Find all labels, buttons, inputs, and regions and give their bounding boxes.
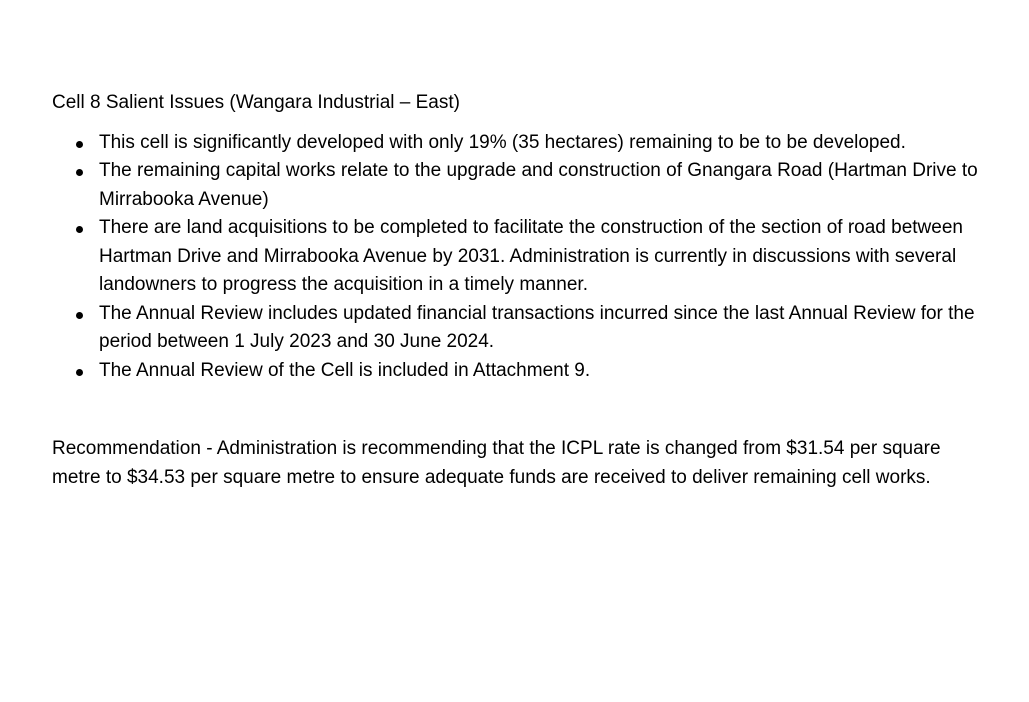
list-item — [52, 300, 982, 357]
bullet-icon — [76, 226, 83, 233]
document-page — [52, 89, 982, 492]
list-item-text: The Annual Review of the Cell is included in Attachment 9. — [99, 359, 591, 381]
list-item-text: The Annual Review includes updated financial transactions incurred since the last Annual Review for the period between 1 July 2023 and 30 June 2024. — [99, 302, 975, 352]
list-item — [52, 357, 982, 386]
section-heading: Cell 8 Salient Issues (Wangara Industrial – East) — [52, 92, 460, 113]
bullet-icon — [76, 169, 83, 176]
bullet-icon — [76, 312, 83, 319]
salient-issues-list — [52, 129, 982, 386]
bullet-icon — [76, 369, 83, 376]
list-item — [52, 214, 982, 300]
recommendation-paragraph: Recommendation - Administration is recommending that the ICPL rate is changed from $31.54 per square metre to $34.53 per square metre to ensure adequate funds are received to deliver remaining cell works. — [52, 438, 941, 488]
list-item-text: The remaining capital works relate to the upgrade and construction of Gnangara Road (Hartman Drive to Mirrabooka Avenue) — [99, 160, 978, 210]
list-item — [52, 157, 982, 214]
list-item-text: There are land acquisitions to be completed to facilitate the construction of the section of road between Hartman Drive and Mirrabooka Avenue by 2031. Administration is currently in discussions with several landowners to progress the acquisition in a timely manner. — [99, 217, 963, 295]
list-item-text: This cell is significantly developed with only 19% (35 hectares) remaining to be to be developed. — [99, 131, 906, 153]
bullet-icon — [76, 141, 83, 148]
list-item — [52, 129, 982, 158]
